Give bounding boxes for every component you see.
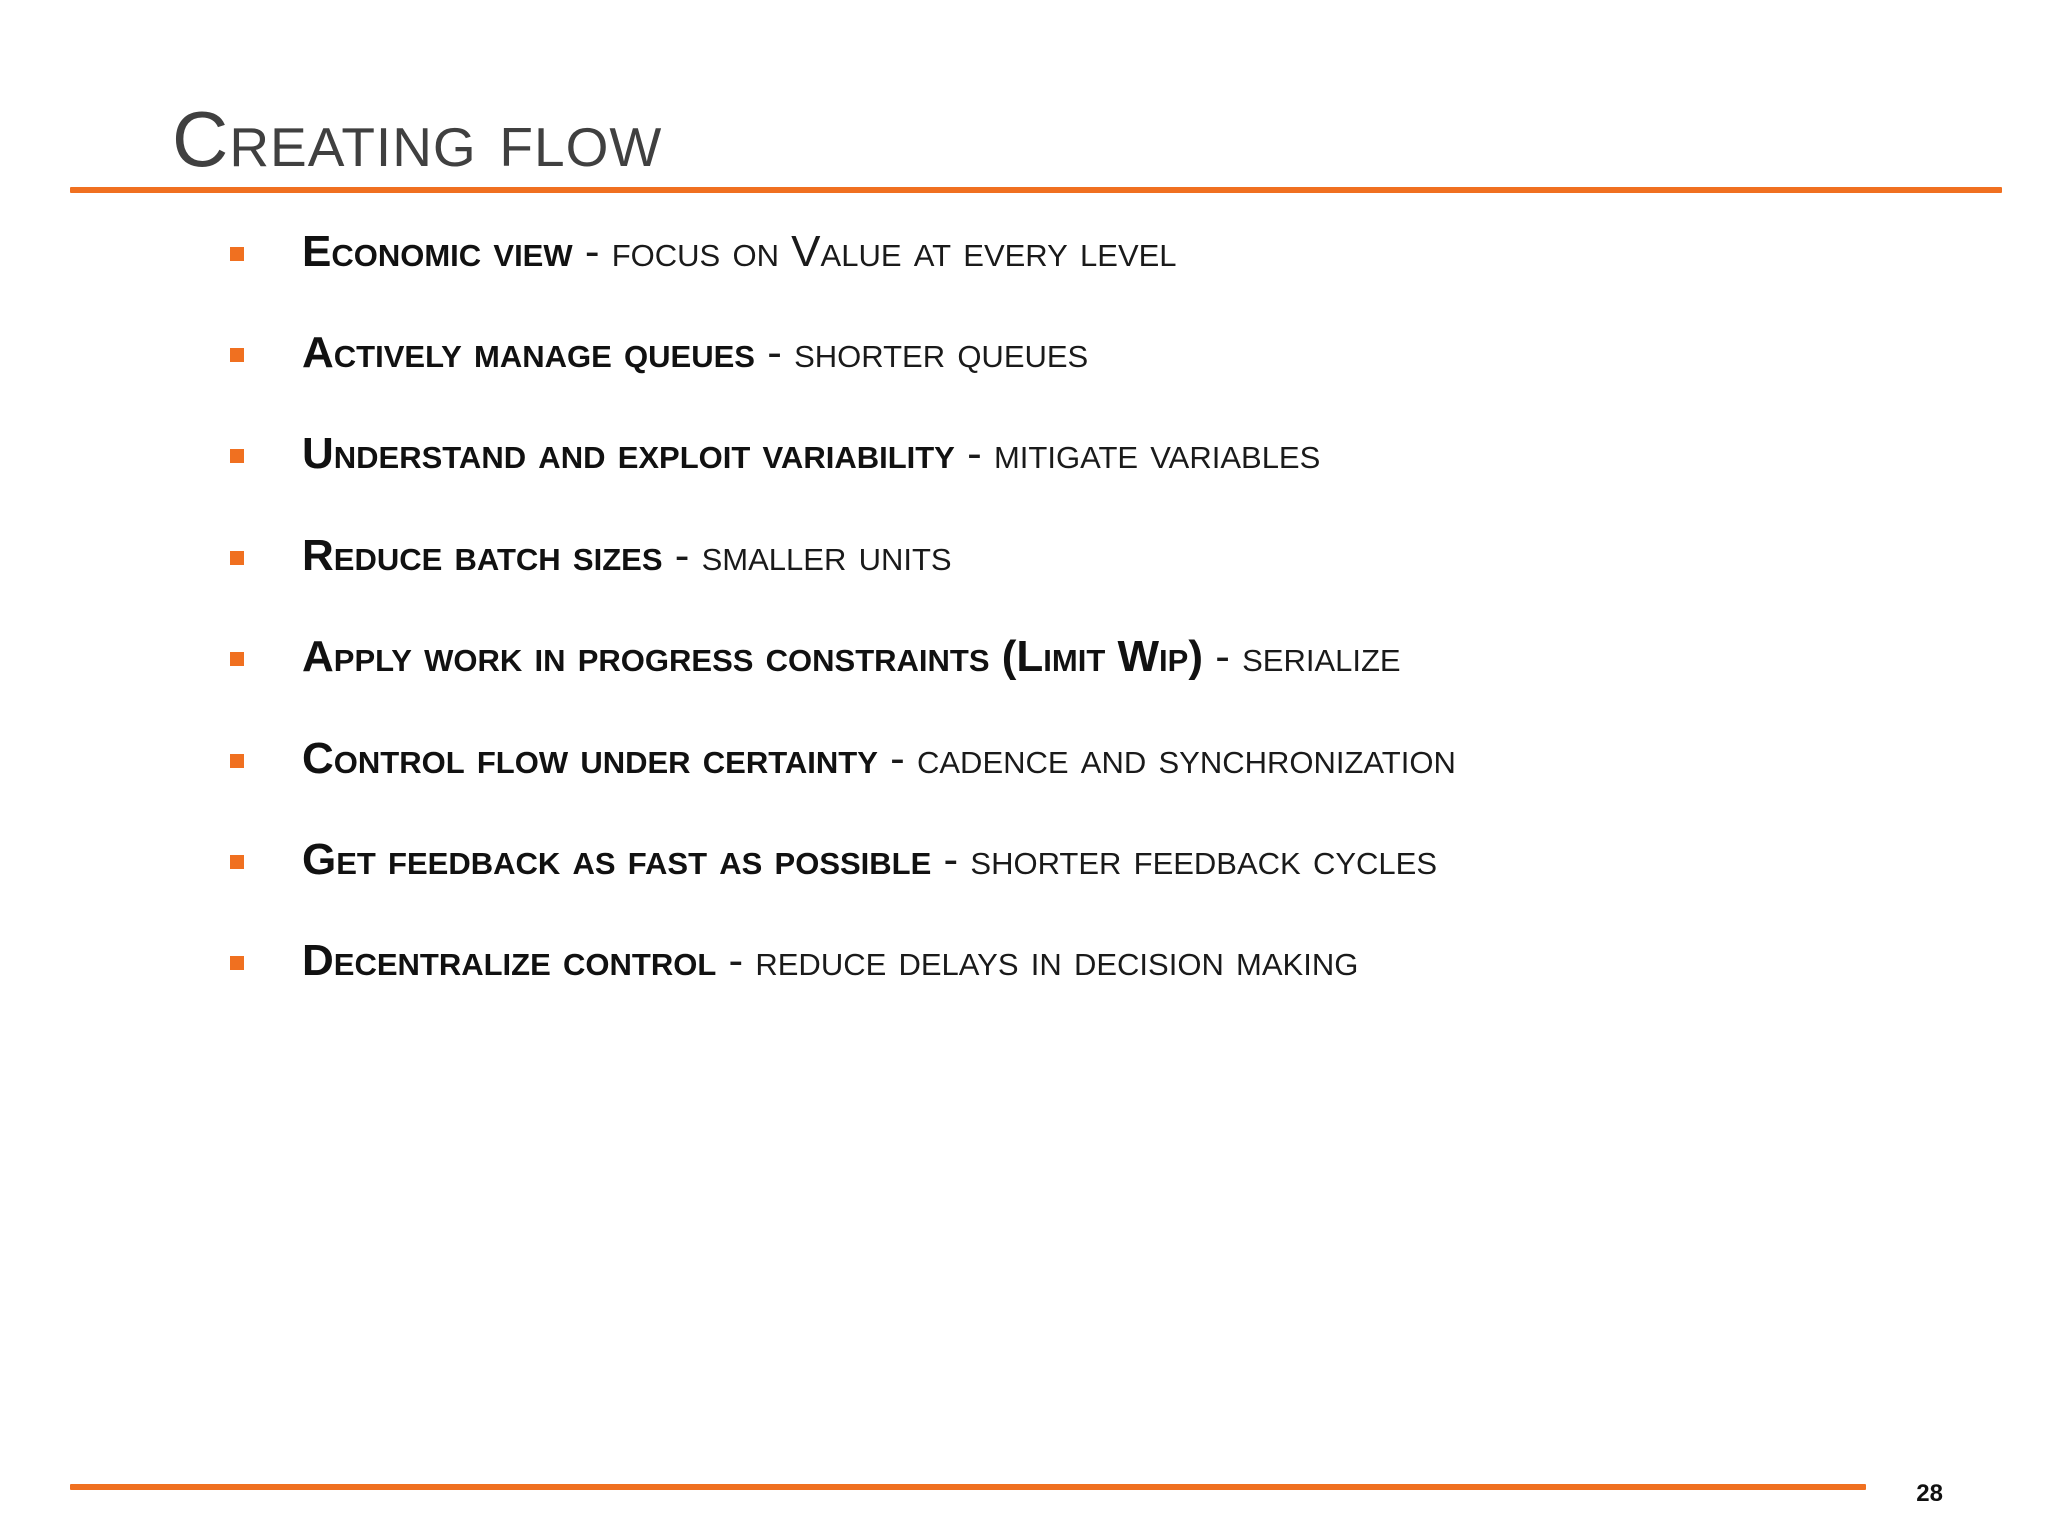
- bullet-text: [302, 531, 952, 580]
- bullet-text: [302, 227, 1177, 276]
- bullet-item: [0, 531, 2048, 604]
- bullet-text: [302, 429, 1321, 478]
- bullet-item: [0, 734, 2048, 807]
- bullet-item: [0, 328, 2048, 401]
- bullet-heading: Get feedback as fast as possible: [302, 835, 932, 884]
- bullet-description: - reduce delays in decision making: [716, 936, 1359, 985]
- square-bullet-icon: [230, 247, 244, 261]
- bullet-heading: Economic view: [302, 227, 573, 276]
- bullet-item: [0, 632, 2048, 705]
- bullet-text: [302, 328, 1089, 377]
- square-bullet-icon: [230, 348, 244, 362]
- bullet-text: [302, 734, 1456, 783]
- bullet-item: [0, 835, 2048, 908]
- square-bullet-icon: [230, 956, 244, 970]
- bullet-text: [302, 632, 1401, 681]
- bullet-heading: Reduce batch sizes: [302, 531, 663, 580]
- square-bullet-icon: [230, 652, 244, 666]
- bullet-description: - focus on Value at every level: [572, 227, 1177, 276]
- page-number: 28: [1916, 1480, 1943, 1507]
- bullet-description: - smaller units: [662, 531, 952, 580]
- square-bullet-icon: [230, 449, 244, 463]
- bullet-item: [0, 429, 2048, 502]
- bullet-item: [0, 936, 2048, 1009]
- footer-line: [70, 1484, 1866, 1490]
- square-bullet-icon: [230, 754, 244, 768]
- bullet-heading: Understand and exploit variability: [302, 429, 955, 478]
- square-bullet-icon: [230, 551, 244, 565]
- bullet-description: - shorter queues: [754, 328, 1089, 377]
- bullet-description: - serialize: [1202, 632, 1401, 681]
- bullet-heading: Actively manage queues: [302, 328, 755, 377]
- bullet-text: [302, 936, 1359, 985]
- bullet-heading: Decentralize control: [302, 936, 717, 985]
- bullet-description: - shorter feedback cycles: [931, 835, 1437, 884]
- bullet-heading: Control flow under certainty: [302, 734, 878, 783]
- bullet-description: - mitigate variables: [954, 429, 1321, 478]
- bullet-description: - cadence and synchronization: [877, 734, 1456, 783]
- bullet-heading: Apply work in progress constraints (Limit Wip): [302, 632, 1203, 681]
- bullet-text: [302, 835, 1437, 884]
- square-bullet-icon: [230, 855, 244, 869]
- slide-title: Creating flow: [172, 95, 663, 183]
- bullet-item: [0, 227, 2048, 300]
